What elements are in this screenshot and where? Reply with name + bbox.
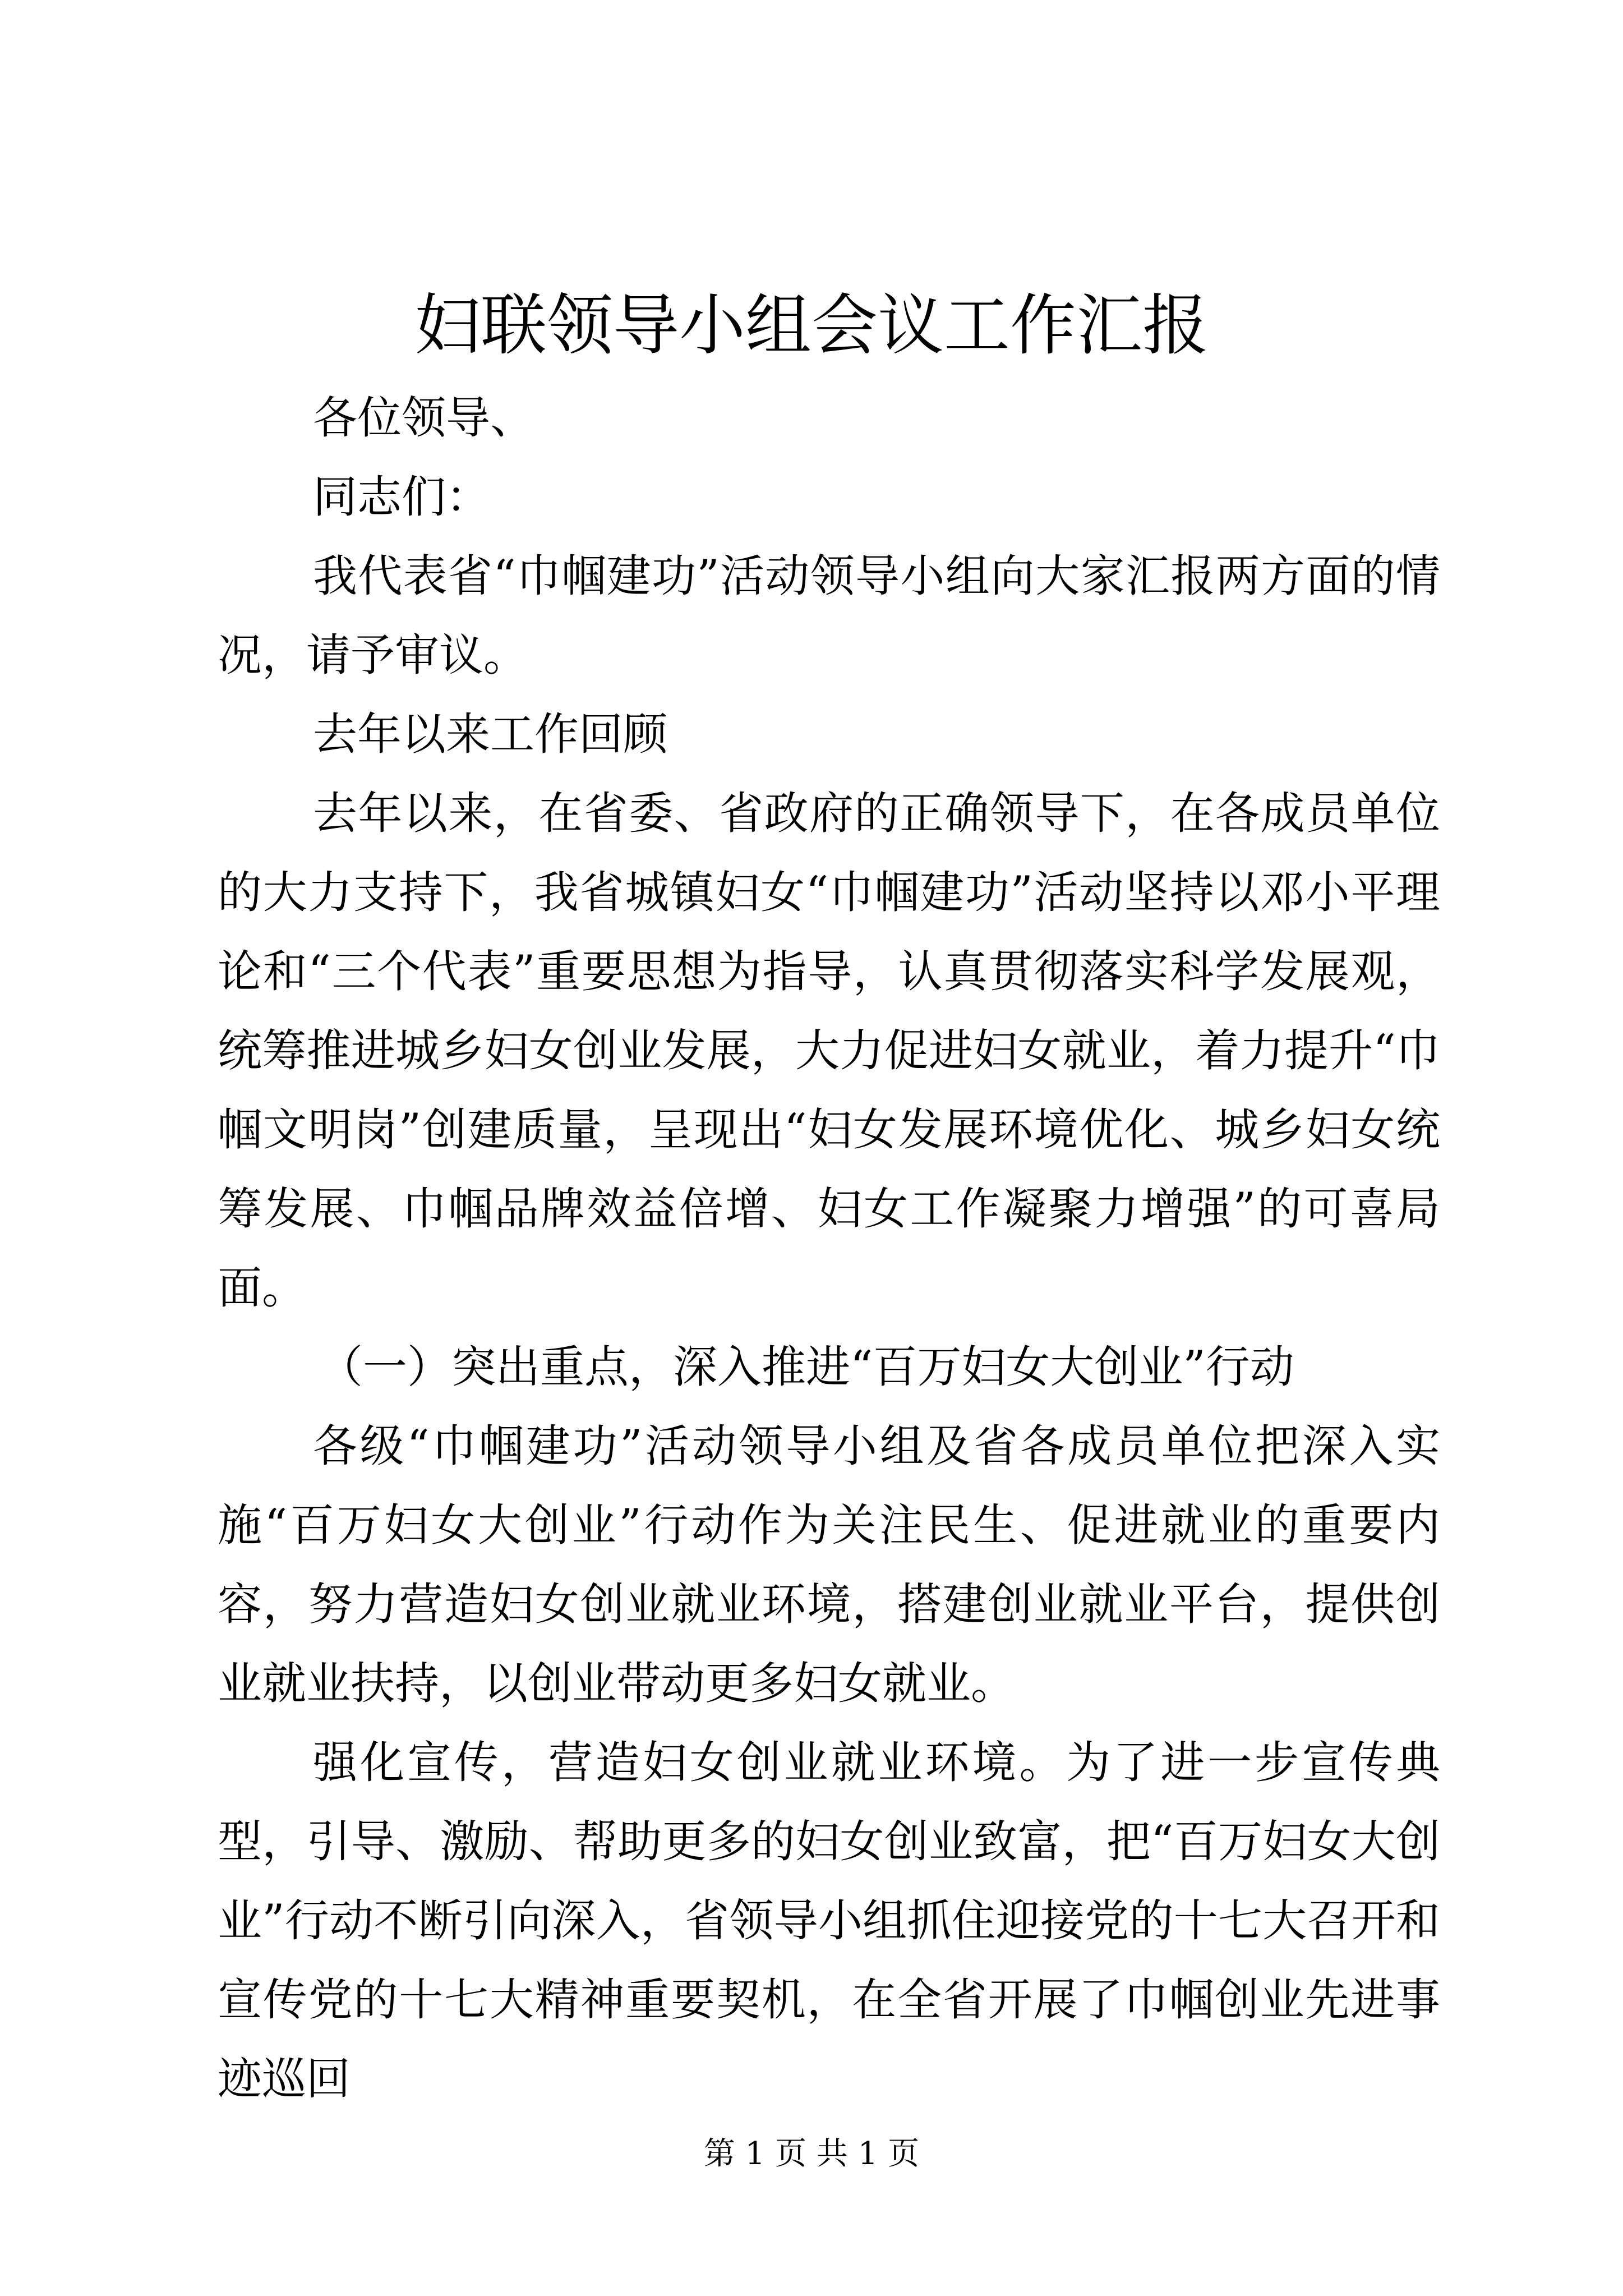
salutation-line-1: 各位领导、 (313, 392, 534, 444)
page-footer: 第 1 页 共 1 页 (703, 2136, 920, 2172)
intro-paragraph: 我代表省“巾帼建功”活动领导小组向大家汇报两方面的情况，请予审议。 (218, 550, 1440, 681)
section-heading-review: 去年以来工作回顾 (313, 708, 667, 760)
document-title: 妇联领导小组会议工作汇报 (414, 287, 1209, 364)
review-paragraph: 去年以来，在省委、省政府的正确领导下，在各成员单位的大力支持下，我省城镇妇女“巾帼建功”活动坚持以邓小平理论和“三个代表”重要思想为指导，认真贯彻落实科学发展观，统筹推进城乡妇女创业发展，大力促进妇女就业，着力提升“巾帼文明岗”创建质量，呈现出“妇女发展环境优化、城乡妇女统筹发展、巾帼品牌效益倍增、妇女工作凝聚力增强”的可喜局面。 (218, 788, 1440, 1314)
subsection-paragraph-2: 强化宣传，营造妇女创业就业环境。为了进一步宣传典型，引导、激励、帮助更多的妇女创业致富，把“百万妇女大创业”行动不断引向深入，省领导小组抓住迎接党的十七大召开和宣传党的十七大精神重要契机，在全省开展了巾帼创业先进事迹巡回 (218, 1737, 1440, 2105)
subsection-paragraph-1: 各级“巾帼建功”活动领导小组及省各成员单位把深入实施“百万妇女大创业”行动作为关注民生、促进就业的重要内容，努力营造妇女创业就业环境，搭建创业就业平台，提供创业就业扶持，以创业带动更多妇女就业。 (218, 1420, 1440, 1709)
subsection-heading-1: （一）突出重点，深入推进“百万妇女大创业”行动 (319, 1341, 1294, 1393)
document-body (218, 379, 1440, 2119)
salutation-line-2: 同志们： (313, 471, 490, 523)
